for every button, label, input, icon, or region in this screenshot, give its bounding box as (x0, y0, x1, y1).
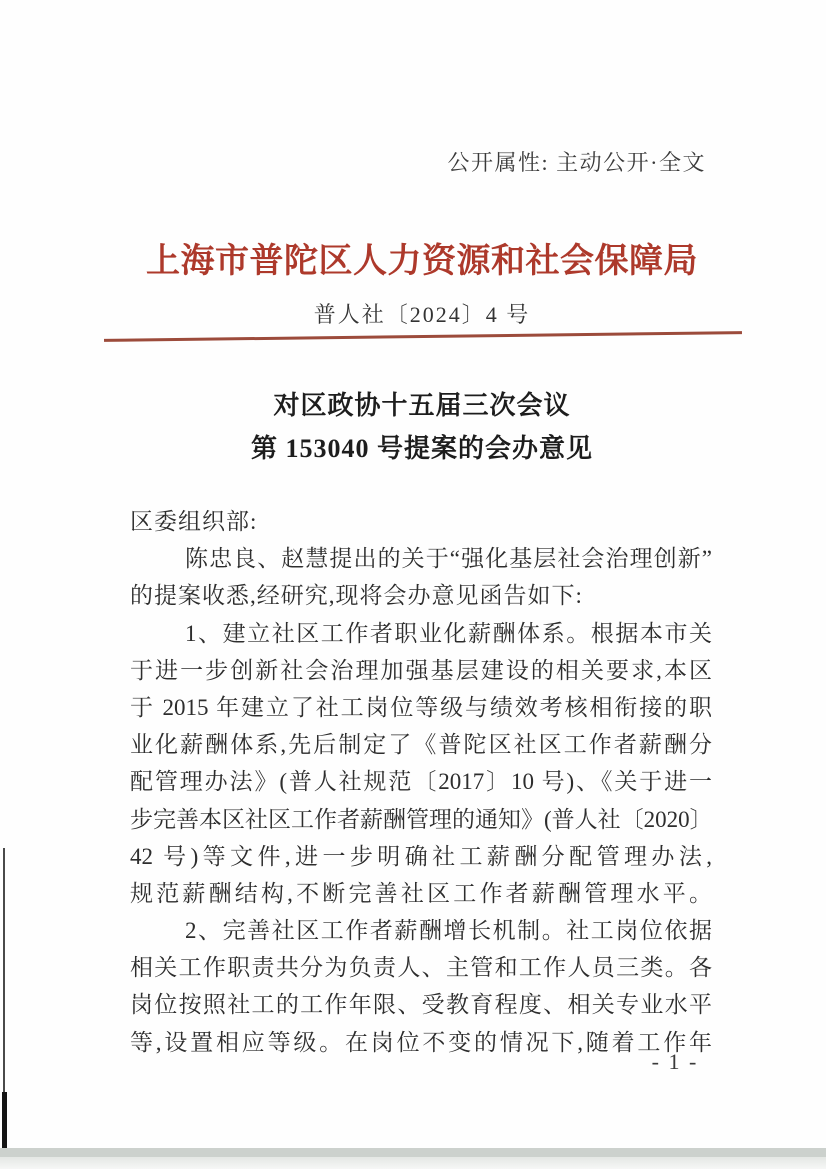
salutation: 区委组织部: (130, 509, 258, 534)
body-line: 1、建立社区工作者职业化薪酬体系。根据本市关 (185, 620, 712, 646)
document-title-line1: 对区政协十五届三次会议 (273, 391, 571, 420)
classification-label: 公开属性: 主动公开·全文 (447, 150, 706, 175)
body-line: 42 号)等文件,进一步明确社工薪酬分配管理办法, (130, 843, 712, 869)
body-line: 的提案收悉,经研究,现将会办意见函告如下: (130, 583, 583, 609)
body-line: 于 2015 年建立了社工岗位等级与绩效考核相衔接的职 (130, 694, 712, 720)
body-lines (130, 540, 712, 1061)
scan-artifact-edge-line (2, 1092, 7, 1150)
document-title (104, 384, 740, 470)
body-line: 于进一步创新社会治理加强基层建设的相关要求,本区 (130, 657, 712, 683)
body-column (130, 503, 712, 1061)
red-divider-rule (104, 331, 742, 342)
body-line: 等,设置相应等级。在岗位不变的情况下,随着工作年 (130, 1029, 712, 1055)
issuing-agency-header: 上海市普陀区人力资源和社会保障局 (146, 243, 698, 280)
scan-artifact-bottom-band (0, 1148, 826, 1157)
page-number: - 1 - (651, 1049, 699, 1074)
document-number: 普人社〔2024〕4 号 (313, 302, 531, 327)
body-line: 配管理办法》(普人社规范〔2017〕10 号)、《关于进一 (130, 769, 712, 795)
body-line: 陈忠良、赵慧提出的关于“强化基层社会治理创新” (185, 546, 712, 572)
body-line: 规范薪酬结构,不断完善社区工作者薪酬管理水平。 (130, 880, 712, 906)
body-line: 相关工作职责共分为负责人、主管和工作人员三类。各 (130, 955, 712, 981)
body-line: 步完善本区社区工作者薪酬管理的通知》(普人社〔2020〕 (130, 806, 713, 832)
scan-artifact-bottom-fade (0, 1157, 826, 1169)
scan-artifact-edge-line (3, 848, 5, 1098)
document-title-line2: 第 153040 号提案的会办意见 (250, 434, 593, 463)
body-line: 岗位按照社工的工作年限、受教育程度、相关专业水平 (130, 992, 712, 1018)
body-line: 业化薪酬体系,先后制定了《普陀区社区工作者薪酬分 (130, 732, 712, 758)
body-line: 2、完善社区工作者薪酬增长机制。社工岗位依据 (185, 918, 712, 944)
